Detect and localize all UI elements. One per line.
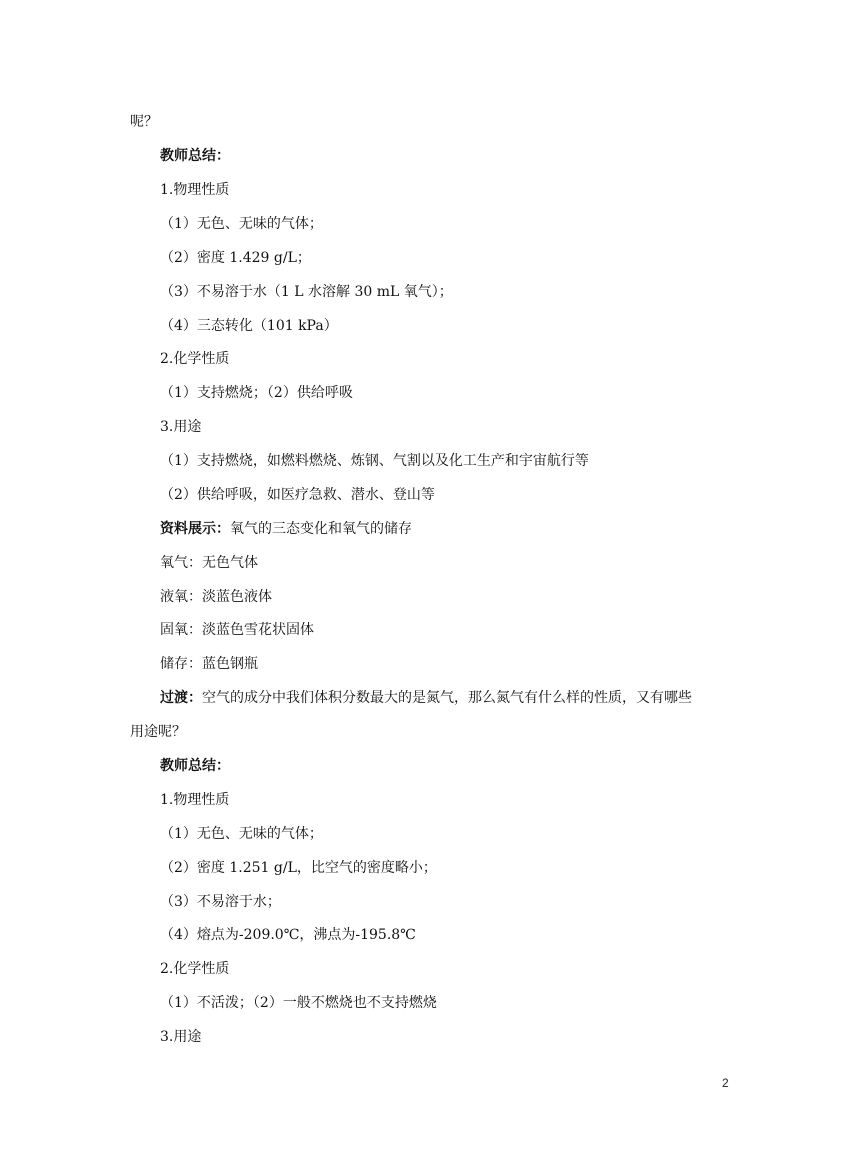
section-label: 教师总结： <box>160 758 230 774</box>
section-label: 教师总结： <box>160 148 230 164</box>
text-line: 1.物理性质 <box>160 792 230 808</box>
text-line: 呢？ <box>130 114 158 130</box>
text-line: （1）无色、无味的气体； <box>160 826 323 842</box>
text-line: （4）熔点为-209.0℃，沸点为-195.8℃ <box>160 927 416 943</box>
text-line: 用途呢？ <box>130 724 186 740</box>
text-line <box>160 689 692 707</box>
section-text: 空气的成分中我们体积分数最大的是氮气，那么氮气有什么样的性质，又有哪些 <box>202 690 692 706</box>
text-line: 氧气：无色气体 <box>160 555 258 571</box>
text-line: 2.化学性质 <box>160 351 230 367</box>
text-line: 1.物理性质 <box>160 182 230 198</box>
text-line: 固氧：淡蓝色雪花状固体 <box>160 622 314 638</box>
text-line: （3）不易溶于水（1 L 水溶解 30 mL 氧气）； <box>160 284 453 300</box>
section-text: 氧气的三态变化和氧气的储存 <box>230 521 412 537</box>
text-line: 3.用途 <box>160 1029 202 1045</box>
text-line: （1）支持燃烧；（2）供给呼吸 <box>160 385 353 401</box>
text-line: （3）不易溶于水； <box>160 894 281 910</box>
text-line: （4）三态转化（101 kPa） <box>160 318 338 334</box>
text-line: 2.化学性质 <box>160 961 230 977</box>
text-line: 液氧：淡蓝色液体 <box>160 589 272 605</box>
section-label: 过渡： <box>160 690 202 706</box>
text-line <box>160 520 412 538</box>
text-line: （1）无色、无味的气体； <box>160 216 323 232</box>
section-label: 资料展示： <box>160 521 230 537</box>
text-line: （1）支持燃烧，如燃料燃烧、炼钢、气割以及化工生产和宇宙航行等 <box>160 453 589 469</box>
text-line: 储存：蓝色钢瓶 <box>160 656 258 672</box>
text-line: （1）不活泼；（2）一般不燃烧也不支持燃烧 <box>160 995 437 1011</box>
page-number: 2 <box>722 1076 729 1090</box>
text-line: 3.用途 <box>160 419 202 435</box>
text-line: （2）供给呼吸，如医疗急救、潜水、登山等 <box>160 487 435 503</box>
text-line: （2）密度 1.429 g/L； <box>160 250 311 266</box>
text-line: （2）密度 1.251 g/L，比空气的密度略小； <box>160 860 437 876</box>
